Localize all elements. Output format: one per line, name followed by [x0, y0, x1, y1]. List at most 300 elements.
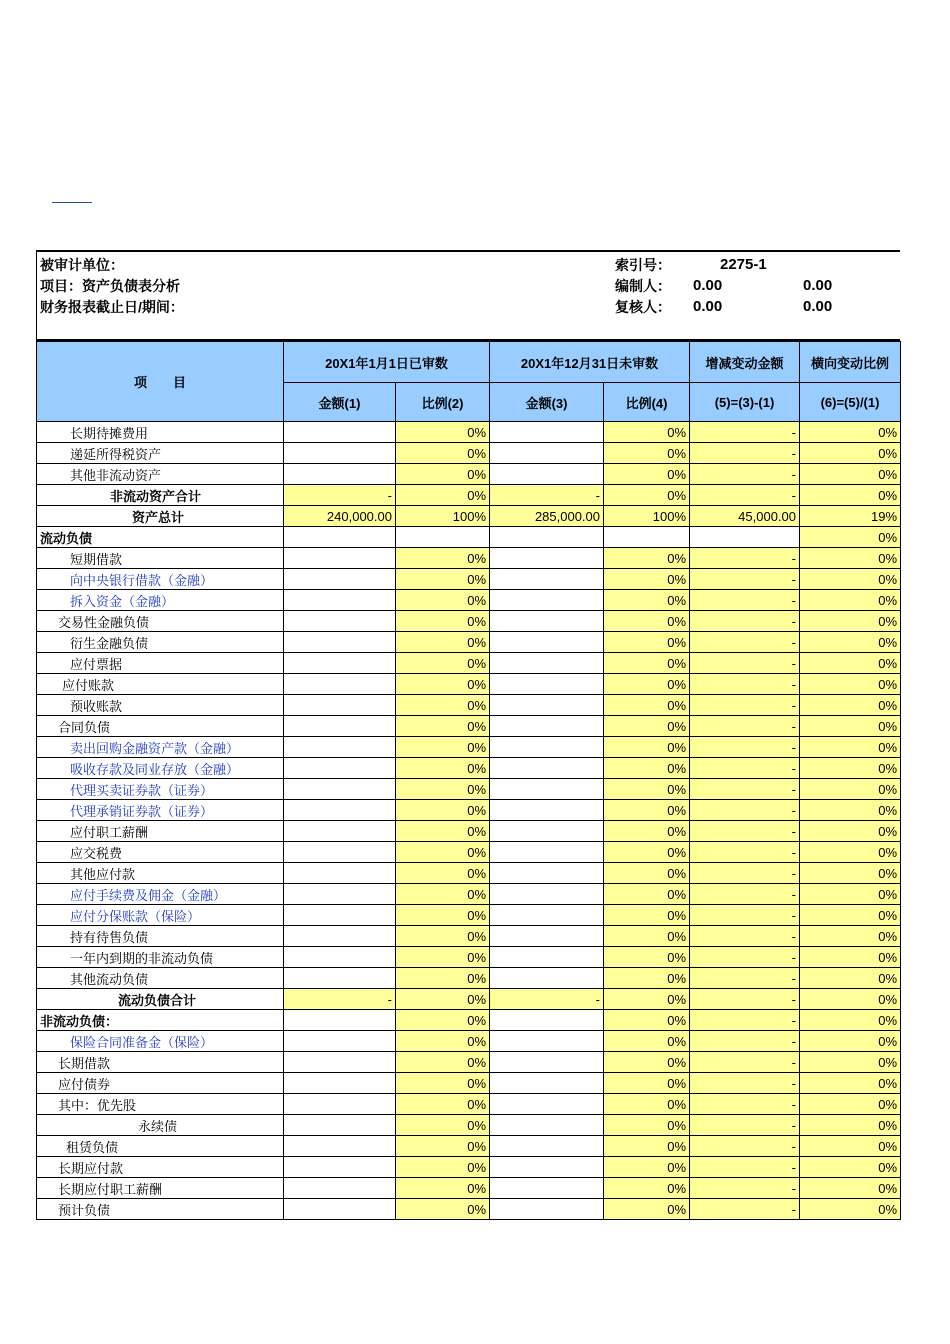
table-row — [37, 737, 901, 758]
ratio-cell[interactable]: 0% — [800, 1031, 901, 1052]
table-row — [37, 905, 901, 926]
amount1-cell[interactable] — [284, 716, 396, 737]
ratio-cell[interactable]: 0% — [800, 1094, 901, 1115]
pct4-cell[interactable]: 0% — [604, 611, 690, 632]
pct2-cell[interactable]: 0% — [396, 1010, 490, 1031]
pct2-cell[interactable]: 0% — [396, 842, 490, 863]
change-cell[interactable]: 45,000.00 — [690, 506, 800, 527]
pct4-cell[interactable]: 0% — [604, 632, 690, 653]
row-label: 预计负债 — [37, 1199, 284, 1220]
ratio-cell[interactable]: 0% — [800, 548, 901, 569]
ratio-cell[interactable]: 19% — [800, 506, 901, 527]
change-cell[interactable]: - — [690, 1115, 800, 1136]
change-cell[interactable]: - — [690, 590, 800, 611]
change-cell[interactable]: - — [690, 884, 800, 905]
ratio-cell[interactable]: 0% — [800, 1052, 901, 1073]
pct2-cell[interactable]: 0% — [396, 968, 490, 989]
row-label: 吸收存款及同业存放（金融） — [37, 758, 284, 779]
amount3-cell[interactable] — [490, 968, 604, 989]
change-cell[interactable]: - — [690, 863, 800, 884]
ratio-cell[interactable]: 0% — [800, 569, 901, 590]
table-row — [37, 968, 901, 989]
ratio-cell[interactable]: 0% — [800, 968, 901, 989]
amount1-cell[interactable]: - — [284, 485, 396, 506]
amount3-cell[interactable] — [490, 1178, 604, 1199]
index-label: 索引号： — [615, 257, 671, 273]
pct2-cell[interactable]: 0% — [396, 1178, 490, 1199]
amount1-cell[interactable] — [284, 527, 396, 548]
row-label: 应付手续费及佣金（金融） — [37, 884, 284, 905]
ratio-cell[interactable]: 0% — [800, 716, 901, 737]
amount1-cell[interactable] — [284, 1010, 396, 1031]
row-label: 递延所得税资产 — [37, 443, 284, 464]
pct4-cell[interactable]: 0% — [604, 821, 690, 842]
ratio-cell[interactable]: 0% — [800, 863, 901, 884]
ratio-cell[interactable]: 0% — [800, 422, 901, 443]
pct4-cell[interactable]: 0% — [604, 422, 690, 443]
amount1-cell[interactable] — [284, 611, 396, 632]
row-label: 保险合同准备金（保险） — [37, 1031, 284, 1052]
amount3-cell[interactable] — [490, 800, 604, 821]
pct4-cell[interactable]: 0% — [604, 1073, 690, 1094]
amount3-cell[interactable] — [490, 527, 604, 548]
row-label: 衍生金融负债 — [37, 632, 284, 653]
pct2-cell[interactable] — [396, 527, 490, 548]
row-label: 流动负债合计 — [37, 989, 284, 1010]
ratio-cell[interactable]: 0% — [800, 779, 901, 800]
pct4-cell[interactable]: 0% — [604, 947, 690, 968]
amount1-cell[interactable] — [284, 758, 396, 779]
amount3-cell[interactable] — [490, 1010, 604, 1031]
pct4-cell[interactable]: 0% — [604, 1010, 690, 1031]
amount1-cell[interactable] — [284, 422, 396, 443]
ratio-cell[interactable]: 0% — [800, 1157, 901, 1178]
row-label: 非流动资产合计 — [37, 485, 284, 506]
change-cell[interactable]: - — [690, 632, 800, 653]
amount1-cell[interactable] — [284, 1178, 396, 1199]
amount3-cell[interactable]: - — [490, 485, 604, 506]
pct4-cell[interactable]: 0% — [604, 716, 690, 737]
table-row — [37, 1031, 901, 1052]
change-cell[interactable]: - — [690, 947, 800, 968]
pct4-cell[interactable]: 0% — [604, 1136, 690, 1157]
table-row — [37, 884, 901, 905]
index-value: 2275-1 — [720, 256, 767, 273]
pct4-cell[interactable]: 0% — [604, 926, 690, 947]
pct4-cell[interactable]: 0% — [604, 1157, 690, 1178]
amount3-cell[interactable] — [490, 1094, 604, 1115]
ratio-cell[interactable]: 0% — [800, 737, 901, 758]
table-row — [37, 1136, 901, 1157]
amount1-cell[interactable] — [284, 653, 396, 674]
amount3-cell[interactable] — [490, 443, 604, 464]
pct2-cell[interactable]: 0% — [396, 674, 490, 695]
row-label: 永续债 — [37, 1115, 284, 1136]
pct2-cell[interactable]: 0% — [396, 821, 490, 842]
pct2-cell[interactable]: 0% — [396, 758, 490, 779]
row-label: 非流动负债： — [37, 1010, 284, 1031]
amount3-cell[interactable] — [490, 674, 604, 695]
table-row — [37, 653, 901, 674]
ratio-cell[interactable]: 0% — [800, 905, 901, 926]
pct2-cell[interactable]: 0% — [396, 548, 490, 569]
pct4-cell[interactable]: 0% — [604, 1115, 690, 1136]
balance-sheet-analysis — [36, 250, 900, 1220]
row-label: 持有待售负债 — [37, 926, 284, 947]
amount1-cell[interactable] — [284, 443, 396, 464]
pct2-cell[interactable]: 0% — [396, 1136, 490, 1157]
ratio-cell[interactable]: 0% — [800, 947, 901, 968]
amount1-cell[interactable] — [284, 947, 396, 968]
pct2-cell[interactable]: 0% — [396, 1157, 490, 1178]
ratio-cell[interactable]: 0% — [800, 800, 901, 821]
ratio-cell[interactable]: 0% — [800, 758, 901, 779]
change-cell[interactable]: - — [690, 1073, 800, 1094]
pct4-cell[interactable]: 0% — [604, 884, 690, 905]
table-row — [37, 926, 901, 947]
amount1-cell[interactable] — [284, 1094, 396, 1115]
table-row — [37, 611, 901, 632]
amount1-cell[interactable] — [284, 968, 396, 989]
change-cell[interactable]: - — [690, 737, 800, 758]
change-cell[interactable]: - — [690, 611, 800, 632]
change-cell[interactable]: - — [690, 695, 800, 716]
amount3-cell[interactable] — [490, 611, 604, 632]
table-row — [37, 569, 901, 590]
amount3-cell[interactable] — [490, 464, 604, 485]
column-header-pct4: 比例(4) — [604, 383, 690, 422]
amount3-cell[interactable] — [490, 653, 604, 674]
table-row — [37, 947, 901, 968]
change-cell[interactable]: - — [690, 548, 800, 569]
ratio-cell[interactable]: 0% — [800, 674, 901, 695]
amount1-cell[interactable]: 240,000.00 — [284, 506, 396, 527]
ratio-cell[interactable]: 0% — [800, 527, 901, 548]
pct4-cell[interactable]: 0% — [604, 1178, 690, 1199]
table-row — [37, 758, 901, 779]
pct2-cell[interactable]: 0% — [396, 422, 490, 443]
amount1-cell[interactable] — [284, 548, 396, 569]
row-label: 其他应付款 — [37, 863, 284, 884]
ratio-cell[interactable]: 0% — [800, 926, 901, 947]
amount3-cell[interactable] — [490, 1052, 604, 1073]
pct2-cell[interactable]: 0% — [396, 590, 490, 611]
amount1-cell[interactable] — [284, 464, 396, 485]
change-cell[interactable]: - — [690, 926, 800, 947]
amount3-cell[interactable] — [490, 1136, 604, 1157]
table-row — [37, 674, 901, 695]
pct4-cell[interactable]: 0% — [604, 653, 690, 674]
column-header-change: 增减变动金额 — [690, 342, 800, 383]
ratio-cell[interactable]: 0% — [800, 1199, 901, 1220]
table-row — [37, 590, 901, 611]
pct4-cell[interactable]: 0% — [604, 464, 690, 485]
amount3-cell[interactable] — [490, 569, 604, 590]
amount1-cell[interactable] — [284, 632, 396, 653]
ratio-cell[interactable]: 0% — [800, 464, 901, 485]
pct4-cell[interactable]: 0% — [604, 779, 690, 800]
amount1-cell[interactable] — [284, 590, 396, 611]
row-label: 向中央银行借款（金融） — [37, 569, 284, 590]
pct2-cell[interactable]: 0% — [396, 1073, 490, 1094]
pct2-cell[interactable]: 0% — [396, 632, 490, 653]
table-row — [37, 1157, 901, 1178]
amount3-cell[interactable] — [490, 905, 604, 926]
pct2-cell[interactable]: 100% — [396, 506, 490, 527]
pct4-cell[interactable]: 0% — [604, 695, 690, 716]
amount1-cell[interactable] — [284, 569, 396, 590]
change-cell[interactable]: - — [690, 1010, 800, 1031]
ratio-cell[interactable]: 0% — [800, 485, 901, 506]
hyperlink-marker[interactable] — [52, 202, 92, 204]
ratio-cell[interactable]: 0% — [800, 884, 901, 905]
change-cell[interactable]: - — [690, 569, 800, 590]
row-label: 其他流动负债 — [37, 968, 284, 989]
pct4-cell[interactable]: 0% — [604, 443, 690, 464]
table-row — [37, 863, 901, 884]
pct4-cell[interactable] — [604, 527, 690, 548]
amount3-cell[interactable] — [490, 1073, 604, 1094]
amount1-cell[interactable] — [284, 674, 396, 695]
ratio-cell[interactable]: 0% — [800, 989, 901, 1010]
table-row — [37, 1094, 901, 1115]
amount1-cell[interactable]: - — [284, 989, 396, 1010]
ratio-cell[interactable]: 0% — [800, 653, 901, 674]
table-row — [37, 1073, 901, 1094]
amount3-cell[interactable] — [490, 842, 604, 863]
pct2-cell[interactable]: 0% — [396, 1094, 490, 1115]
table-row — [37, 821, 901, 842]
pct4-cell[interactable]: 100% — [604, 506, 690, 527]
change-cell[interactable]: - — [690, 1052, 800, 1073]
row-label: 代理买卖证券款（证券） — [37, 779, 284, 800]
row-label: 应付职工薪酬 — [37, 821, 284, 842]
amount1-cell[interactable] — [284, 1115, 396, 1136]
pct2-cell[interactable]: 0% — [396, 800, 490, 821]
column-header-formula5: (5)=(3)-(1) — [690, 383, 800, 422]
preparer-value: 0.00 — [693, 277, 723, 294]
table-row — [37, 506, 901, 527]
pct4-cell[interactable]: 0% — [604, 569, 690, 590]
ratio-cell[interactable]: 0% — [800, 695, 901, 716]
row-label: 其他非流动资产 — [37, 464, 284, 485]
pct2-cell[interactable]: 0% — [396, 485, 490, 506]
table-row — [37, 989, 901, 1010]
project-label: 项目：资产负债表分析 — [40, 278, 180, 294]
ratio-cell[interactable]: 0% — [800, 632, 901, 653]
pct4-cell[interactable]: 0% — [604, 968, 690, 989]
column-header-amount3: 金额(3) — [490, 383, 604, 422]
pct4-cell[interactable]: 0% — [604, 1052, 690, 1073]
amount1-cell[interactable] — [284, 842, 396, 863]
pct2-cell[interactable]: 0% — [396, 1031, 490, 1052]
change-cell[interactable]: - — [690, 464, 800, 485]
amount1-cell[interactable] — [284, 800, 396, 821]
amount1-cell[interactable] — [284, 1136, 396, 1157]
row-label: 长期应付职工薪酬 — [37, 1178, 284, 1199]
pct2-cell[interactable]: 0% — [396, 569, 490, 590]
amount3-cell[interactable] — [490, 716, 604, 737]
change-cell[interactable]: - — [690, 1199, 800, 1220]
amount3-cell[interactable] — [490, 821, 604, 842]
pct2-cell[interactable]: 0% — [396, 905, 490, 926]
table-row — [37, 716, 901, 737]
change-cell[interactable]: - — [690, 758, 800, 779]
change-cell[interactable]: - — [690, 1178, 800, 1199]
amount3-cell[interactable] — [490, 758, 604, 779]
pct4-cell[interactable]: 0% — [604, 1031, 690, 1052]
pct2-cell[interactable]: 0% — [396, 464, 490, 485]
pct2-cell[interactable]: 0% — [396, 1115, 490, 1136]
table-row — [37, 422, 901, 443]
table-row — [37, 1010, 901, 1031]
amount1-cell[interactable] — [284, 926, 396, 947]
amount1-cell[interactable] — [284, 1199, 396, 1220]
pct2-cell[interactable]: 0% — [396, 695, 490, 716]
ratio-cell[interactable]: 0% — [800, 443, 901, 464]
row-label: 交易性金融负债 — [37, 611, 284, 632]
amount1-cell[interactable] — [284, 1073, 396, 1094]
amount3-cell[interactable]: - — [490, 989, 604, 1010]
pct4-cell[interactable]: 0% — [604, 1094, 690, 1115]
amount3-cell[interactable] — [490, 695, 604, 716]
pct2-cell[interactable]: 0% — [396, 926, 490, 947]
pct4-cell[interactable]: 0% — [604, 800, 690, 821]
change-cell[interactable]: - — [690, 821, 800, 842]
amount1-cell[interactable] — [284, 695, 396, 716]
change-cell[interactable]: - — [690, 485, 800, 506]
reviewer-label: 复核人： — [615, 299, 671, 315]
ratio-cell[interactable]: 0% — [800, 1073, 901, 1094]
amount3-cell[interactable] — [490, 422, 604, 443]
table-row — [37, 548, 901, 569]
preparer-label: 编制人： — [615, 278, 671, 294]
change-cell[interactable]: - — [690, 779, 800, 800]
pct4-cell[interactable]: 0% — [604, 989, 690, 1010]
ratio-cell[interactable]: 0% — [800, 1178, 901, 1199]
change-cell[interactable]: - — [690, 1031, 800, 1052]
change-cell[interactable] — [690, 527, 800, 548]
amount3-cell[interactable] — [490, 590, 604, 611]
change-cell[interactable]: - — [690, 968, 800, 989]
amount1-cell[interactable] — [284, 1157, 396, 1178]
row-label: 应付票据 — [37, 653, 284, 674]
row-label: 代理承销证券款（证券） — [37, 800, 284, 821]
pct2-cell[interactable]: 0% — [396, 716, 490, 737]
table-row — [37, 1199, 901, 1220]
change-cell[interactable]: - — [690, 674, 800, 695]
amount3-cell[interactable] — [490, 737, 604, 758]
amount3-cell[interactable] — [490, 1157, 604, 1178]
amount1-cell[interactable] — [284, 905, 396, 926]
pct2-cell[interactable]: 0% — [396, 863, 490, 884]
ratio-cell[interactable]: 0% — [800, 611, 901, 632]
table-row — [37, 443, 901, 464]
pct2-cell[interactable]: 0% — [396, 1052, 490, 1073]
row-label: 流动负债 — [37, 527, 284, 548]
amount3-cell[interactable] — [490, 863, 604, 884]
amount1-cell[interactable] — [284, 821, 396, 842]
pct2-cell[interactable]: 0% — [396, 737, 490, 758]
pct2-cell[interactable]: 0% — [396, 611, 490, 632]
amount3-cell[interactable] — [490, 1199, 604, 1220]
pct2-cell[interactable]: 0% — [396, 653, 490, 674]
amount3-cell[interactable] — [490, 779, 604, 800]
column-header-pct2: 比例(2) — [396, 383, 490, 422]
amount1-cell[interactable] — [284, 884, 396, 905]
table-row — [37, 1052, 901, 1073]
amount1-cell[interactable] — [284, 1031, 396, 1052]
pct2-cell[interactable]: 0% — [396, 947, 490, 968]
amount3-cell[interactable] — [490, 1115, 604, 1136]
pct4-cell[interactable]: 0% — [604, 863, 690, 884]
table-row — [37, 779, 901, 800]
table-row — [37, 695, 901, 716]
amount3-cell[interactable]: 285,000.00 — [490, 506, 604, 527]
change-cell[interactable]: - — [690, 443, 800, 464]
ratio-cell[interactable]: 0% — [800, 842, 901, 863]
ratio-cell[interactable]: 0% — [800, 1136, 901, 1157]
pct4-cell[interactable]: 0% — [604, 1199, 690, 1220]
pct4-cell[interactable]: 0% — [604, 590, 690, 611]
row-label: 一年内到期的非流动负债 — [37, 947, 284, 968]
pct2-cell[interactable]: 0% — [396, 884, 490, 905]
pct4-cell[interactable]: 0% — [604, 842, 690, 863]
pct4-cell[interactable]: 0% — [604, 905, 690, 926]
row-label: 应付账款 — [37, 674, 284, 695]
change-cell[interactable]: - — [690, 422, 800, 443]
pct4-cell[interactable]: 0% — [604, 485, 690, 506]
change-cell[interactable]: - — [690, 800, 800, 821]
amount3-cell[interactable] — [490, 884, 604, 905]
preparer-date: 0.00 — [803, 277, 833, 294]
ratio-cell[interactable]: 0% — [800, 821, 901, 842]
ratio-cell[interactable]: 0% — [800, 590, 901, 611]
amount1-cell[interactable] — [284, 779, 396, 800]
amount3-cell[interactable] — [490, 632, 604, 653]
amount3-cell[interactable] — [490, 548, 604, 569]
pct2-cell[interactable]: 0% — [396, 989, 490, 1010]
pct4-cell[interactable]: 0% — [604, 758, 690, 779]
amount1-cell[interactable] — [284, 863, 396, 884]
row-label: 合同负债 — [37, 716, 284, 737]
amount1-cell[interactable] — [284, 737, 396, 758]
pct4-cell[interactable]: 0% — [604, 737, 690, 758]
change-cell[interactable]: - — [690, 1136, 800, 1157]
reviewer-value: 0.00 — [693, 298, 723, 315]
entity-label: 被审计单位： — [40, 257, 124, 273]
amount3-cell[interactable] — [490, 947, 604, 968]
change-cell[interactable]: - — [690, 842, 800, 863]
change-cell[interactable]: - — [690, 1094, 800, 1115]
pct2-cell[interactable]: 0% — [396, 443, 490, 464]
change-cell[interactable]: - — [690, 905, 800, 926]
amount3-cell[interactable] — [490, 926, 604, 947]
pct4-cell[interactable]: 0% — [604, 548, 690, 569]
change-cell[interactable]: - — [690, 989, 800, 1010]
amount3-cell[interactable] — [490, 1031, 604, 1052]
ratio-cell[interactable]: 0% — [800, 1010, 901, 1031]
change-cell[interactable]: - — [690, 716, 800, 737]
change-cell[interactable]: - — [690, 653, 800, 674]
amount1-cell[interactable] — [284, 1052, 396, 1073]
ratio-cell[interactable]: 0% — [800, 1115, 901, 1136]
pct2-cell[interactable]: 0% — [396, 1199, 490, 1220]
change-cell[interactable]: - — [690, 1157, 800, 1178]
column-header-ratio: 横向变动比例 — [800, 342, 901, 383]
pct4-cell[interactable]: 0% — [604, 674, 690, 695]
pct2-cell[interactable]: 0% — [396, 779, 490, 800]
